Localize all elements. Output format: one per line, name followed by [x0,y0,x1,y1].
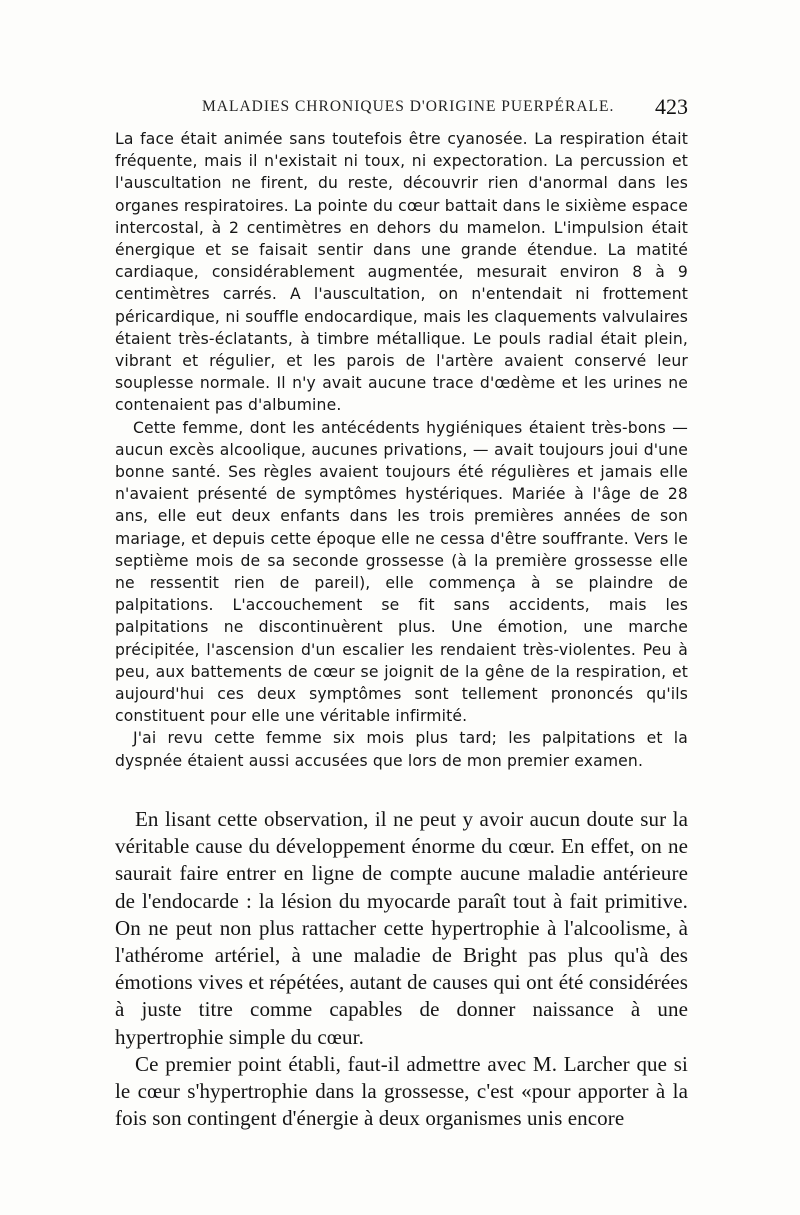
commentary-paragraph-2: Ce premier point établi, faut-il admettre avec M. Larcher que si le cœur s'hypertrophie dans la grossesse, c'est «pour apporter à la fois son contingent d'énergie à deux organismes unis encore [115,1051,688,1131]
observation-paragraph-1: La face était animée sans toutefois être cyanosée. La respiration était fréquente, mais il n'existait ni toux, ni expectoration. La percussion et l'auscultation ne firent, du reste, découvrir rien d'anormal dans les organes respiratoires. La pointe du cœur battait dans le sixième espace intercostal, à 2 centimètres en dehors du mamelon. L'impulsion était énergique et se faisait sentir dans une grande étendue. La matité cardiaque, considérablement augmentée, mesurait environ 8 à 9 centimètres carrés. A l'auscultation, on n'entendait ni frottement péricardique, ni souffle endocardique, mais les claquements valvulaires étaient très-éclatants, à timbre métallique. Le pouls radial était plein, vibrant et régulier, et les parois de l'artère avaient conservé leur souplesse normale. Il n'y avait aucune trace d'œdème et les urines ne contenaient pas d'albumine. [115,130,688,415]
running-head [118,94,688,124]
observation-paragraph-3: J'ai revu cette femme six mois plus tard; les palpitations et la dyspnée étaient aussi accusées que lors de mon premier examen. [115,729,688,770]
commentary-paragraph-1: En lisant cette observation, il ne peut y avoir aucun doute sur la véritable cause du développement énorme du cœur. En effet, on ne saurait faire entrer en ligne de compte aucune maladie antérieure de l'endocarde : la lésion du myocarde paraît tout à fait primitive. On ne peut non plus rattacher cette hypertrophie à l'alcoolisme, à l'athérome artériel, à une maladie de Bright pas plus qu'à des émotions vives et répétées, autant de causes qui ont été considérées à juste titre comme capables de donner naissance à une hypertrophie simple du cœur. [115,807,688,1049]
clinical-observation [115,128,688,772]
running-title: MALADIES CHRONIQUES D'ORIGINE PUERPÉRALE. [202,98,615,115]
author-commentary [115,806,688,1132]
page-number: 423 [655,94,688,119]
observation-paragraph-2: Cette femme, dont les antécédents hygiéniques étaient très-bons — aucun excès alcoolique, aucunes privations, — avait toujours joui d'une bonne santé. Ses règles avaient toujours été régulières et jamais elle n'avaient présenté de symptômes hystériques. Mariée à l'âge de 28 ans, elle eut deux enfants dans les trois premières années de son mariage, et depuis cette époque elle ne cessa d'être souffrante. Vers le septième mois de sa seconde grossesse (à la première grossesse elle ne ressentit rien de pareil), elle commença à se plaindre de palpitations. L'accouchement se fit sans accidents, mais les palpitations ne discontinuèrent plus. Une émotion, une marche précipitée, l'ascension d'un escalier les rendaient très-violentes. Peu à peu, aux battements de cœur se joignit de la gêne de la respiration, et aujourd'hui ces deux symptômes sont tellement prononcés qu'ils constituent pour elle une véritable infirmité. [115,418,688,726]
